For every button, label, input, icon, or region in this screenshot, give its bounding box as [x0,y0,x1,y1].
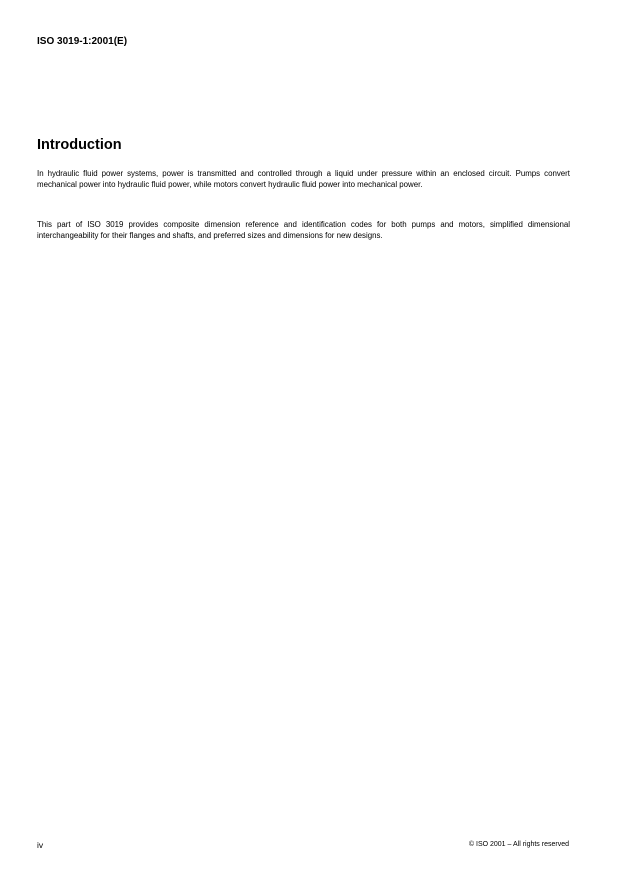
document-id-header: ISO 3019-1:2001(E) [37,36,128,47]
page-number: iv [37,840,44,850]
intro-paragraph-2: This part of ISO 3019 provides composite dimension reference and identification codes for both pumps and motors, simplified dimensional interchangeability for their flanges and shafts, and preferred sizes and dimensions for new designs. [37,220,570,240]
section-title: Introduction [37,137,122,153]
intro-paragraph-1: In hydraulic fluid power systems, power is transmitted and controlled through a liquid under pressure within an enclosed circuit. Pumps convert mechanical power into hydraulic fluid power, while motors convert hydraulic fluid power into mechanical power. [37,169,570,189]
copyright-notice: © ISO 2001 – All rights reserved [468,841,569,848]
